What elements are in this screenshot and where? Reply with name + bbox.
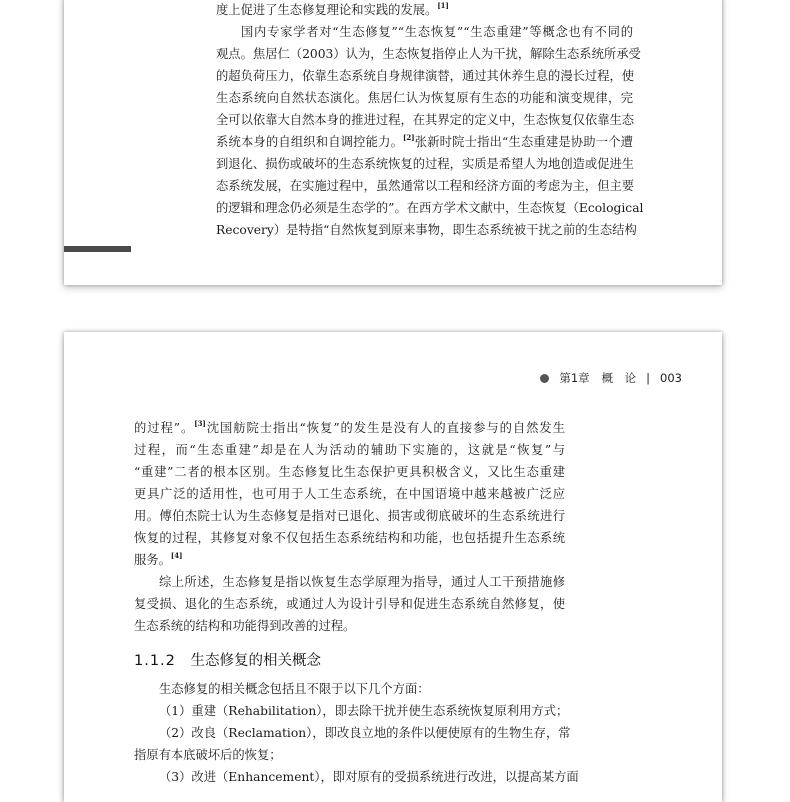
text-line: 的超负荷压力，依靠生态系统自身规律演替，通过其休养生息的漫长过程，使 bbox=[216, 69, 635, 83]
text-line: Recovery）是特指“自然恢复到原来事物，即生态系统被干扰之前的生态结构 bbox=[216, 223, 637, 237]
text-line: 过程，而“生态重建”却是在人为活动的辅助下实施的，这就是“恢复”与 bbox=[134, 443, 565, 457]
list-item: （2）改良（Reclamation），即改良立地的条件以便使原有的生物生存，常 bbox=[159, 726, 571, 740]
text-line: 恢复的过程，其修复对象不仅包括生态系统结构和功能，也包括提升生态系统 bbox=[134, 531, 565, 545]
top-page-text bbox=[216, 0, 644, 241]
text-line: 复受损、退化的生态系统，或通过人为设计引导和促进生态系统自然修复，使 bbox=[134, 597, 565, 611]
text-line: 的逻辑和理念仍必须是生态学的”。在西方学术文献中，生态恢复（Ecological bbox=[216, 201, 644, 215]
text-line: 指原有本底破坏后的恢复； bbox=[134, 748, 282, 762]
text-line: 系统本身的自组织和自调控能力。[2]张新时院士指出“生态重建是协助一个遭 bbox=[216, 132, 633, 149]
chapter-number: 第1章 bbox=[559, 371, 590, 385]
page-number: 003 bbox=[660, 371, 682, 385]
section-number: 1.1.2 bbox=[134, 653, 176, 669]
text-line: 态系统发展，在实施过程中，虽然通常以工程和经济方面的考虑为主，但主要 bbox=[216, 179, 635, 193]
running-header bbox=[540, 370, 682, 386]
chapter-title: 概 论 bbox=[601, 371, 637, 385]
bottom-page bbox=[64, 332, 722, 802]
text-line: 观点。焦居仁（2003）认为，生态恢复指停止人为干扰，解除生态系统所承受 bbox=[216, 47, 641, 61]
bullet-icon bbox=[540, 374, 549, 383]
paragraph-2 bbox=[134, 571, 565, 637]
paragraph-3 bbox=[134, 678, 579, 788]
section-heading bbox=[134, 649, 321, 670]
text-line: 用。傅伯杰院士认为生态修复是指对已退化、损害或彻底破坏的生态系统进行 bbox=[134, 509, 565, 523]
list-item: （3）改进（Enhancement），即对原有的受损系统进行改进，以提高某方面 bbox=[159, 770, 579, 784]
paragraph-1 bbox=[134, 417, 565, 571]
text-line: 到退化、损伤或破坏的生态系统恢复的过程，实质是希望人为地创造或促进生 bbox=[216, 157, 635, 171]
text-line: 生态系统的结构和功能得到改善的过程。 bbox=[134, 619, 356, 633]
text-line: “重建”二者的根本区别。生态修复比生态保护更具积极含义，又比生态重建 bbox=[134, 465, 565, 479]
text-line: 生态系统向自然状态演化。焦居仁认为恢复原有生态的功能和演变规律，完 bbox=[216, 91, 633, 105]
text-line: 国内专家学者对“生态修复”“生态恢复”“生态重建”等概念也有不同的 bbox=[241, 25, 633, 39]
section-title: 生态修复的相关概念 bbox=[190, 653, 322, 669]
text-line: 全可以依靠大自然本身的推进过程，在其界定的定义中，生态恢复仅依靠生态 bbox=[216, 113, 635, 127]
text-line: 的过程”。[3]沈国舫院士指出“恢复”的发生是没有人的直接参与的自然发生 bbox=[134, 418, 565, 435]
page-accent-bar bbox=[64, 246, 131, 252]
text-line: 服务。[4] bbox=[134, 550, 183, 567]
text-line: 生态修复的相关概念包括且不限于以下几个方面： bbox=[159, 682, 430, 696]
top-page bbox=[64, 0, 722, 285]
list-item: （1）重建（Rehabilitation），即去除干扰并使生态系统恢复原利用方式； bbox=[159, 704, 569, 718]
text-line: 更具广泛的适用性，也可用于人工生态系统，在中国语境中越来越被广泛应 bbox=[134, 487, 565, 501]
header-separator: | bbox=[646, 371, 651, 385]
text-line: 综上所述，生态修复是指以恢复生态学原理为指导，通过人工干预措施修 bbox=[159, 575, 565, 589]
text-line: 度上促进了生态修复理论和实践的发展。[1] bbox=[216, 0, 449, 17]
